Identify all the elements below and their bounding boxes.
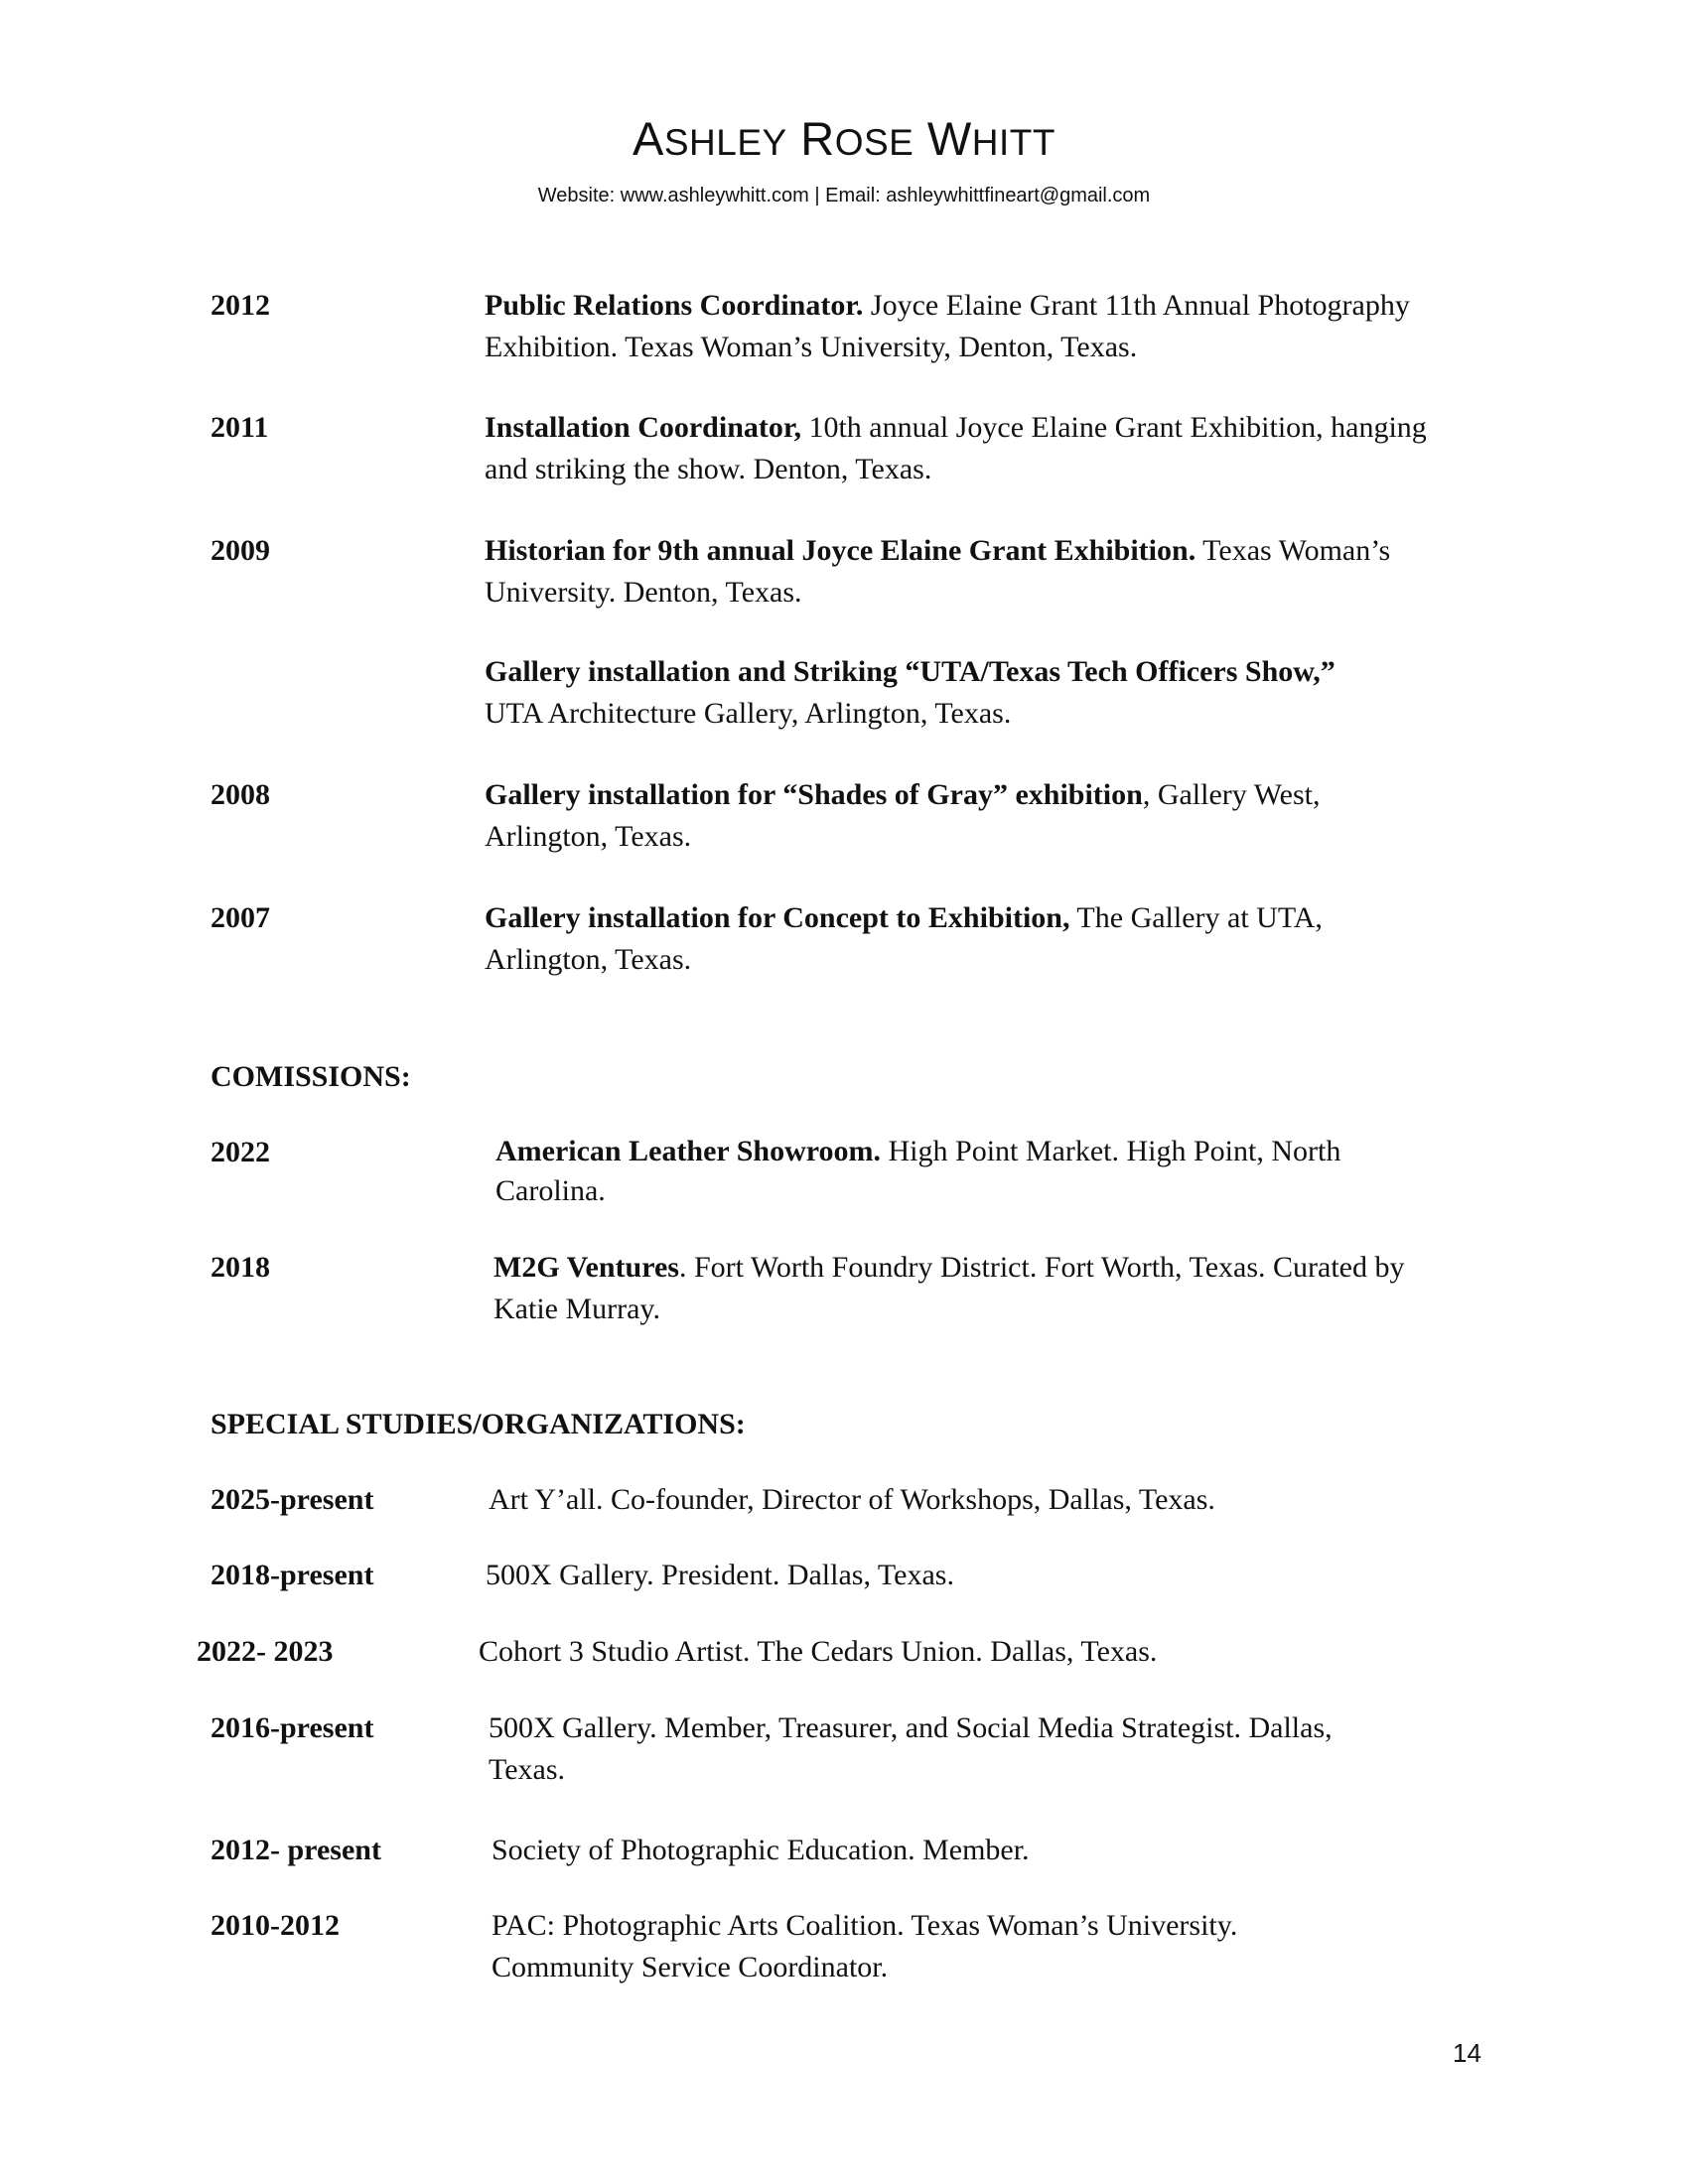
entry-year: 2018-present bbox=[211, 1559, 374, 1591]
entry-detail: High Point Market. High Point, North Carolina. bbox=[495, 1135, 1341, 1207]
entry-text: 500X Gallery. President. Dallas, Texas. bbox=[486, 1559, 954, 1591]
entry-title: Gallery installation for “Shades of Gray” exhibition bbox=[485, 778, 1143, 811]
entry-year: 2018 bbox=[211, 1251, 270, 1284]
entry-detail: Joyce Elaine Grant 11th Annual Photography Exhibition. Texas Woman’s University, Denton, Texas. bbox=[485, 289, 1410, 363]
entry-title: American Leather Showroom. bbox=[495, 1135, 882, 1167]
entry-title: Gallery installation and Striking “UTA/Texas Tech Officers Show,” bbox=[485, 655, 1336, 688]
entry-year: 2012 bbox=[211, 289, 270, 322]
entry-text bbox=[485, 285, 1438, 368]
entry-text bbox=[495, 1132, 1369, 1211]
entry-title: M2G Ventures bbox=[493, 1251, 679, 1284]
section-heading-special-studies: SPECIAL STUDIES/ORGANIZATIONS: bbox=[211, 1408, 746, 1440]
entry-text bbox=[485, 897, 1438, 981]
entry-detail: 10th annual Joyce Elaine Grant Exhibition, hanging and striking the show. Denton, Texas. bbox=[485, 411, 1427, 485]
entry-year: 2012- present bbox=[211, 1834, 381, 1866]
entry-detail: The Gallery at UTA, Arlington, Texas. bbox=[485, 901, 1323, 976]
entry-text bbox=[485, 651, 1378, 735]
resume-name-heading: ASHLEY ROSE WHITT bbox=[633, 112, 1055, 165]
entry-detail: UTA Architecture Gallery, Arlington, Texas. bbox=[485, 697, 1012, 730]
entry-year: 2011 bbox=[211, 411, 269, 444]
page-number: 14 bbox=[1453, 2038, 1481, 2068]
entry-title: Historian for 9th annual Joyce Elaine Grant Exhibition. bbox=[485, 534, 1196, 567]
entry-text: Cohort 3 Studio Artist. The Cedars Union. Dallas, Texas. bbox=[479, 1635, 1158, 1668]
entry-year: 2025-present bbox=[211, 1483, 374, 1516]
entry-detail: . Fort Worth Foundry District. Fort Worth, Texas. Curated by Katie Murray. bbox=[493, 1251, 1405, 1325]
entry-text: Society of Photographic Education. Member. bbox=[492, 1834, 1030, 1866]
entry-text: PAC: Photographic Arts Coalition. Texas Woman’s University. Community Service Coordinator. bbox=[492, 1909, 1238, 1983]
entry-year: 2009 bbox=[211, 534, 270, 567]
entry-text bbox=[485, 407, 1438, 490]
entry-text bbox=[485, 530, 1418, 614]
entry-text: Art Y’all. Co-founder, Director of Workshops, Dallas, Texas. bbox=[489, 1483, 1215, 1516]
entry-year: 2008 bbox=[211, 778, 270, 811]
entry-text bbox=[493, 1247, 1417, 1330]
entry-text bbox=[485, 774, 1438, 858]
entry-detail: , Gallery West, Arlington, Texas. bbox=[485, 778, 1321, 853]
entry-year: 2016-present bbox=[211, 1711, 374, 1744]
entry-year: 2022- 2023 bbox=[197, 1635, 334, 1668]
entry-year: 2022 bbox=[211, 1136, 270, 1168]
entry-title: Gallery installation for Concept to Exhibition, bbox=[485, 901, 1070, 934]
contact-line: Website: www.ashleywhitt.com | Email: ashleywhittfineart@gmail.com bbox=[537, 185, 1151, 206]
entry-text: 500X Gallery. Member, Treasurer, and Social Media Strategist. Dallas, Texas. bbox=[489, 1711, 1333, 1786]
entry-year: 2010-2012 bbox=[211, 1909, 340, 1942]
entry-title: Public Relations Coordinator. bbox=[485, 289, 864, 322]
entry-detail: Texas Woman’s University. Denton, Texas. bbox=[485, 534, 1391, 609]
entry-year: 2007 bbox=[211, 901, 270, 934]
section-heading-commissions: COMISSIONS: bbox=[211, 1060, 411, 1093]
entry-title: Installation Coordinator, bbox=[485, 411, 801, 444]
